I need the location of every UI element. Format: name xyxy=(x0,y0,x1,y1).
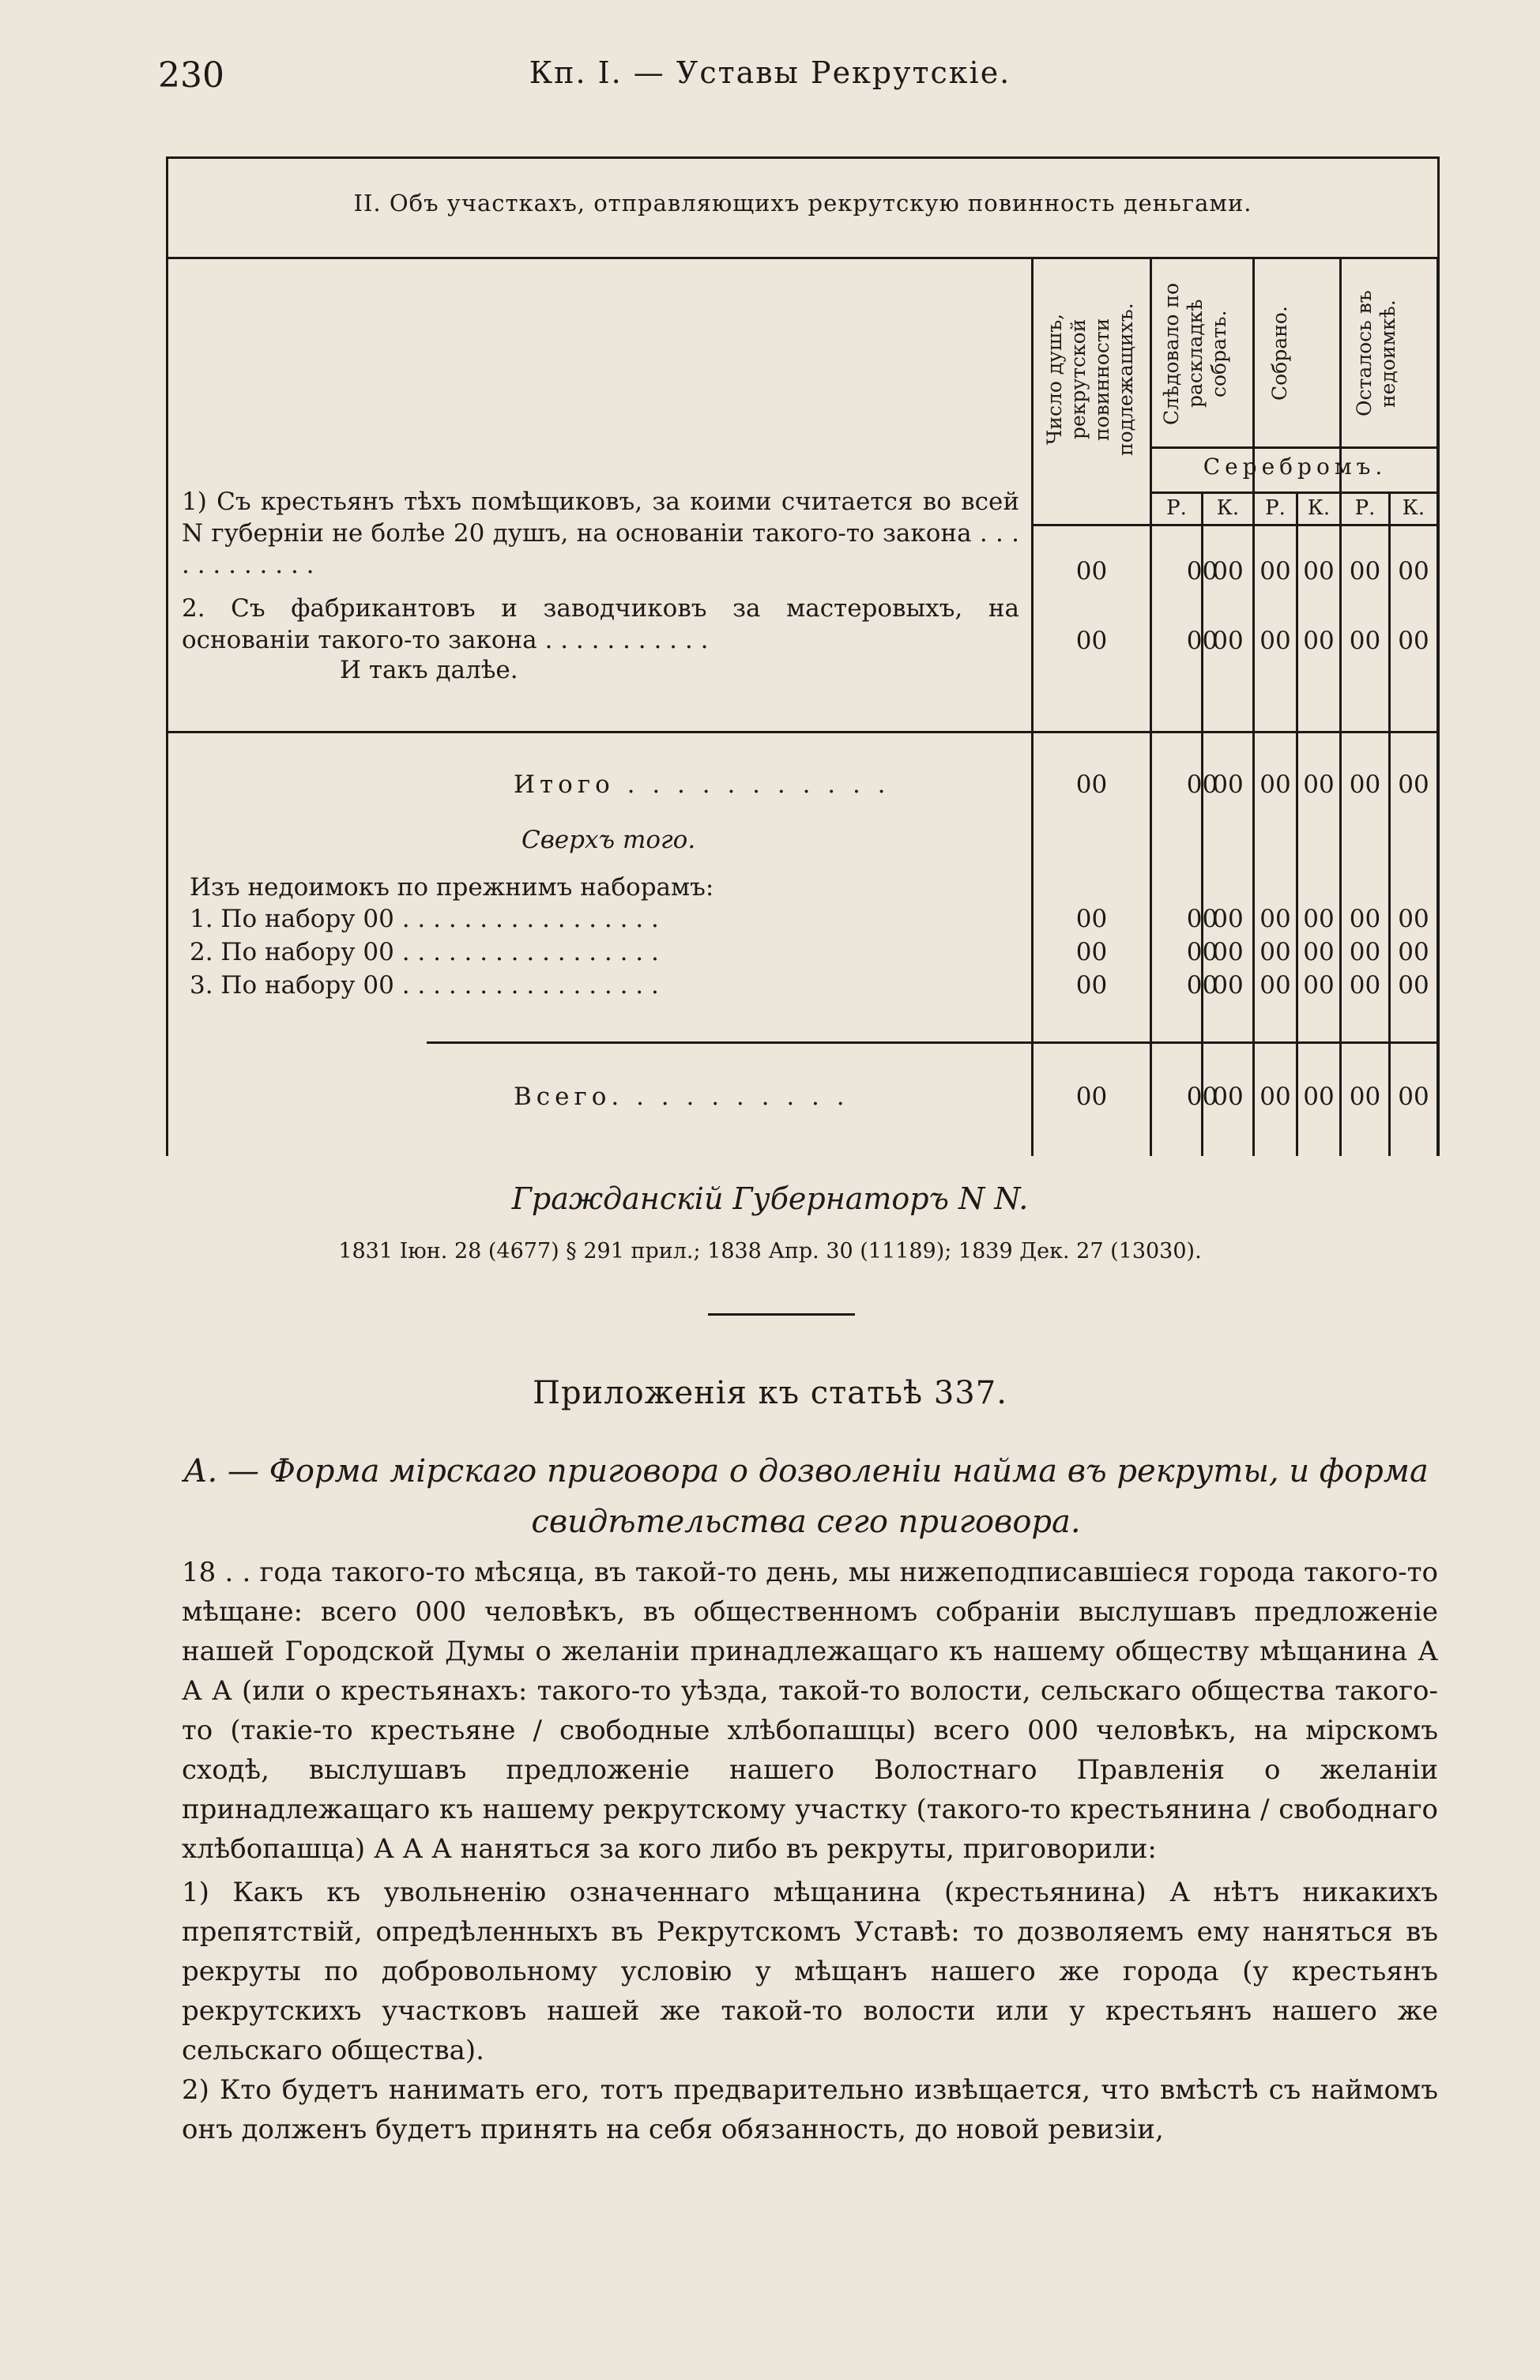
value-cell: 00 xyxy=(1075,557,1108,586)
value-cell: 00 xyxy=(1349,905,1381,933)
value-cell: 00 xyxy=(1349,1083,1381,1111)
value-cell: 00 xyxy=(1259,627,1291,655)
subcol-divider xyxy=(1201,491,1203,1156)
appendix-title: Приложенія къ статьѣ 337. xyxy=(533,1375,1007,1411)
value-cell: 00 xyxy=(1075,938,1108,966)
unit-k: К. xyxy=(1402,496,1425,520)
col-divider xyxy=(1252,257,1255,1156)
references: 1831 Іюн. 28 (4677) § 291 прил.; 1838 Апр. 30 (11189); 1839 Дек. 27 (13030). xyxy=(338,1239,1202,1263)
value-cell: 00 xyxy=(1212,557,1244,586)
grand-label: Всего. . . . . . . . . . xyxy=(514,1083,849,1111)
col-divider xyxy=(1150,257,1152,1156)
value-cell: 00 xyxy=(1349,971,1381,1000)
separator-rule xyxy=(708,1313,855,1316)
value-cell: 00 xyxy=(1186,770,1218,799)
value-cell: 00 xyxy=(1259,938,1291,966)
value-cell: 00 xyxy=(1259,905,1291,933)
unit-r: Р. xyxy=(1354,496,1376,520)
value-cell: 00 xyxy=(1349,938,1381,966)
value-cell: 00 xyxy=(1212,1083,1244,1111)
subcol-divider xyxy=(1296,491,1298,1156)
value-cell: 00 xyxy=(1075,905,1108,933)
value-cell: 00 xyxy=(1303,905,1335,933)
col-header-arrears: Осталось въ недоимкѣ. xyxy=(1353,290,1399,417)
page-number: 230 xyxy=(158,55,224,96)
unit-k: К. xyxy=(1216,496,1240,520)
arrears-label: Изъ недоимокъ по прежнимъ наборамъ: xyxy=(190,873,714,902)
value-cell: 00 xyxy=(1259,1083,1291,1111)
value-cell: 00 xyxy=(1398,971,1429,1000)
col-header-due: Слѣдовало по раскладкѣ собрать. xyxy=(1160,282,1230,425)
total-label: Итого . . . . . . . . . . . xyxy=(514,770,890,799)
value-cell: 00 xyxy=(1212,770,1244,799)
col-divider xyxy=(1031,257,1034,1156)
col-header-collected: Собрано. xyxy=(1268,306,1291,401)
row-1-text: 1) Съ крестьянъ тѣхъ помѣщиковъ, за коими считается во всей N губерніи не болѣе 20 душъ, на основаніи такого-то закона . . . . . . . . . . . . xyxy=(182,488,1019,579)
unit-r: Р. xyxy=(1166,496,1187,520)
col-divider xyxy=(1339,257,1342,1156)
value-cell: 00 xyxy=(1075,627,1108,655)
paragraph-1: 18 . . года такого-то мѣсяца, въ такой-то день, мы нижеподписавшіеся города такого-то мѣщане: всего 000 человѣкъ, въ общественномъ собраніи выслушавъ предложеніе нашей Городской Думы о желаніи принадлежащаго къ нашему обществу мѣщанина А А А (или о крестьянахъ: такого-то уѣзда, такой-то волости, сельскаго общества такого-то (такіе-то крестьяне / свободные хлѣбопашцы) всего 000 человѣкъ, на мірскомъ сходѣ, выслушавъ предложеніе нашего Волостнаго Правленія о желаніи принадлежащаго къ нашему рекрутскому участку (такого-то крестьянина / свободнаго хлѣбопашца) А А А наняться за кого либо въ рекруты, приговорили: xyxy=(182,1557,1438,1865)
value-cell: 00 xyxy=(1398,557,1429,586)
paragraph-3: 2) Кто будетъ нанимать его, тотъ предварительно извѣщается, что вмѣстѣ съ наймомъ онъ долженъ будетъ принять на себя обязанность, до новой ревизіи, xyxy=(182,2074,1438,2145)
value-cell: 00 xyxy=(1303,770,1335,799)
value-cell: 00 xyxy=(1349,627,1381,655)
value-cell: 00 xyxy=(1398,770,1429,799)
unit-rule xyxy=(1150,491,1439,494)
value-cell: 00 xyxy=(1186,557,1218,586)
value-cell: 00 xyxy=(1398,627,1429,655)
value-cell: 00 xyxy=(1212,971,1244,1000)
unit-k: К. xyxy=(1307,496,1331,520)
table-divider xyxy=(166,257,1440,259)
value-cell: 00 xyxy=(1398,1083,1429,1111)
value-cell: 00 xyxy=(1398,938,1429,966)
value-cell: 00 xyxy=(1186,938,1218,966)
paragraph-2: 1) Какъ къ увольненію означеннаго мѣщанина (крестьянина) А нѣтъ никакихъ препятствій, опредѣленныхъ въ Рекрутскомъ Уставѣ: то дозволяемъ ему наняться въ рекруты по добровольному условію у мѣщанъ нашего же города (у крестьянъ рекрутскихъ участковъ нашей же такой-то волости или у крестьянъ нашего же сельскаго общества). xyxy=(182,1877,1438,2066)
running-title: Кп. I. — Уставы Рекрутскіе. xyxy=(529,55,1011,90)
arrears-3-text: 3. По набору 00 . . . . . . . . . . . . . . . . . xyxy=(190,971,659,1000)
value-cell: 00 xyxy=(1186,627,1218,655)
value-cell: 00 xyxy=(1186,1083,1218,1111)
value-cell: 00 xyxy=(1075,971,1108,1000)
value-cell: 00 xyxy=(1303,938,1335,966)
section-title: А. — Форма мірскаго приговора о дозволеніи найма въ рекруты, и форма свидѣтельства сего приговора. xyxy=(183,1453,1429,1540)
value-cell: 00 xyxy=(1349,770,1381,799)
value-cell: 00 xyxy=(1303,557,1335,586)
value-cell: 00 xyxy=(1212,627,1244,655)
subcol-divider xyxy=(1388,491,1391,1156)
signature: Гражданскій Губернаторъ N N. xyxy=(511,1181,1029,1216)
col-header-souls: Число душъ, рекрутской повинности подлежащихъ. xyxy=(1043,303,1137,456)
value-cell: 00 xyxy=(1186,905,1218,933)
table-title: II. Объ участкахъ, отправляющихъ рекрутскую повинность деньгами. xyxy=(353,190,1252,217)
col-divider xyxy=(1436,257,1439,1156)
value-cell: 00 xyxy=(1075,770,1108,799)
silver-label: Серебромъ. xyxy=(1203,454,1388,480)
over-label: Сверхъ того. xyxy=(521,826,696,854)
value-cell: 00 xyxy=(1075,1083,1108,1111)
unit-r: Р. xyxy=(1265,496,1286,520)
value-cell: 00 xyxy=(1212,905,1244,933)
header-rule xyxy=(1031,524,1439,526)
silver-rule xyxy=(1150,446,1439,449)
value-cell: 00 xyxy=(1186,971,1218,1000)
arrears-2-text: 2. По набору 00 . . . . . . . . . . . . . . . . . xyxy=(190,938,659,966)
value-cell: 00 xyxy=(1303,971,1335,1000)
value-cell: 00 xyxy=(1259,770,1291,799)
value-cell: 00 xyxy=(1349,557,1381,586)
value-cell: 00 xyxy=(1303,1083,1335,1111)
value-cell: 00 xyxy=(1398,905,1429,933)
subtotal-rule xyxy=(166,731,1440,733)
value-cell: 00 xyxy=(1259,971,1291,1000)
value-cell: 00 xyxy=(1259,557,1291,586)
arrears-1-text: 1. По набору 00 . . . . . . . . . . . . . . . . . xyxy=(190,905,659,933)
grand-rule xyxy=(427,1041,1440,1044)
row-2-text: 2. Съ фабрикантовъ и заводчиковъ за мастеровыхъ, на основаніи такого-то закона . . . . . . . . . . . xyxy=(182,594,1019,654)
row-3-text: И такъ далѣе. xyxy=(340,656,518,684)
value-cell: 00 xyxy=(1303,627,1335,655)
value-cell: 00 xyxy=(1212,938,1244,966)
